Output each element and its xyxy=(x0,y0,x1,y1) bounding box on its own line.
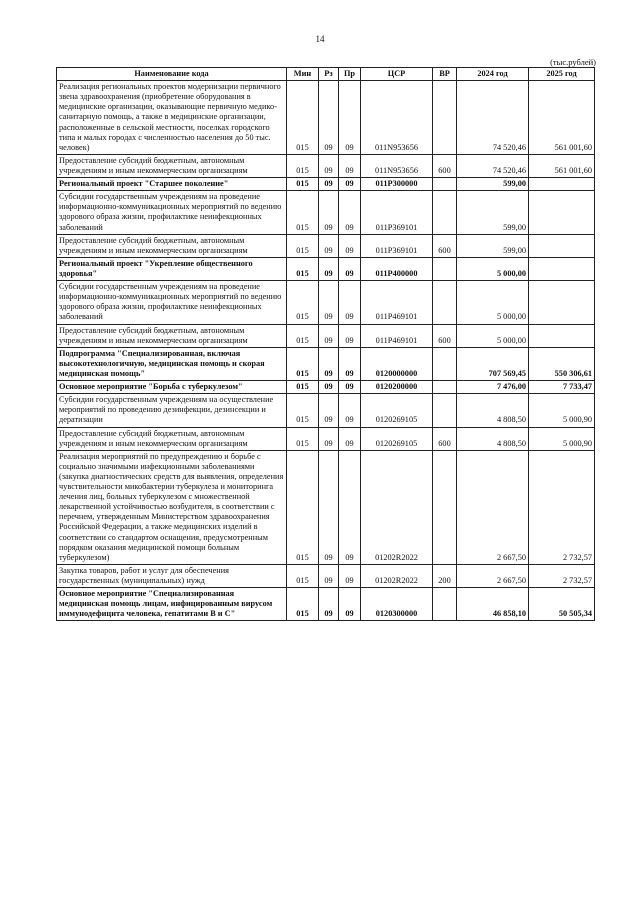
header-vr: ВР xyxy=(433,68,457,81)
row-vr: 600 xyxy=(433,324,457,347)
row-min: 015 xyxy=(287,427,319,450)
row-rz: 09 xyxy=(319,257,339,280)
row-name: Предоставление субсидий бюджетным, автономным учреждениям и иным некоммерческим организациям xyxy=(57,427,287,450)
row-name: Субсидии государственным учреждениям на проведение информационно-коммуникационных мероприятий по ведению здорового образа жизни, профилактике неинфекционных заболеваний xyxy=(57,281,287,324)
row-min: 015 xyxy=(287,394,319,427)
row-vr xyxy=(433,381,457,394)
row-2024: 599,00 xyxy=(457,191,529,234)
row-pr: 09 xyxy=(339,324,361,347)
row-2024: 4 808,50 xyxy=(457,427,529,450)
table-row xyxy=(57,257,595,280)
budget-table xyxy=(56,67,595,621)
row-vr xyxy=(433,191,457,234)
row-name: Основное мероприятие "Борьба с туберкулезом" xyxy=(57,381,287,394)
row-2025: 5 000,90 xyxy=(529,394,595,427)
row-csr: 01202R2022 xyxy=(361,564,433,587)
table-row xyxy=(57,154,595,177)
row-pr: 09 xyxy=(339,281,361,324)
row-rz: 09 xyxy=(319,154,339,177)
header-pr: Пр xyxy=(339,68,361,81)
row-pr: 09 xyxy=(339,450,361,564)
row-2024: 5 000,00 xyxy=(457,257,529,280)
row-name: Предоставление субсидий бюджетным, автономным учреждениям и иным некоммерческим организациям xyxy=(57,154,287,177)
row-2024: 74 520,46 xyxy=(457,81,529,155)
row-2025: 5 000,90 xyxy=(529,427,595,450)
row-2024: 2 667,50 xyxy=(457,450,529,564)
row-min: 015 xyxy=(287,154,319,177)
row-rz: 09 xyxy=(319,564,339,587)
row-csr: 011N953656 xyxy=(361,81,433,155)
row-csr: 011N953656 xyxy=(361,154,433,177)
row-name: Субсидии государственным учреждениям на проведение информационно-коммуникационных мероприятий по ведению здорового образа жизни, профилактике неинфекционных заболеваний xyxy=(57,191,287,234)
row-min: 015 xyxy=(287,450,319,564)
header-name: Наименование кода xyxy=(57,68,287,81)
row-min: 015 xyxy=(287,257,319,280)
row-min: 015 xyxy=(287,564,319,587)
row-2025: 7 733,47 xyxy=(529,381,595,394)
row-2025: 50 505,34 xyxy=(529,588,595,621)
row-2024: 46 858,10 xyxy=(457,588,529,621)
row-2025: 561 001,60 xyxy=(529,154,595,177)
row-rz: 09 xyxy=(319,588,339,621)
header-2025: 2025 год xyxy=(529,68,595,81)
row-rz: 09 xyxy=(319,450,339,564)
row-rz: 09 xyxy=(319,324,339,347)
row-2025 xyxy=(529,191,595,234)
row-vr: 200 xyxy=(433,564,457,587)
row-min: 015 xyxy=(287,191,319,234)
row-2025: 550 306,61 xyxy=(529,347,595,380)
row-vr xyxy=(433,81,457,155)
row-vr xyxy=(433,178,457,191)
table-row xyxy=(57,394,595,427)
row-csr: 011P300000 xyxy=(361,178,433,191)
row-min: 015 xyxy=(287,281,319,324)
row-2025 xyxy=(529,234,595,257)
row-rz: 09 xyxy=(319,281,339,324)
header-2024: 2024 год xyxy=(457,68,529,81)
row-2024: 74 520,46 xyxy=(457,154,529,177)
row-2025 xyxy=(529,178,595,191)
row-name: Предоставление субсидий бюджетным, автономным учреждениям и иным некоммерческим организациям xyxy=(57,324,287,347)
row-vr: 600 xyxy=(433,234,457,257)
row-rz: 09 xyxy=(319,427,339,450)
table-row xyxy=(57,178,595,191)
row-2024: 5 000,00 xyxy=(457,324,529,347)
row-vr xyxy=(433,394,457,427)
table-row xyxy=(57,281,595,324)
row-name: Реализация мероприятий по предупреждению и борьбе с социально значимыми инфекционными заболеваниями (закупка диагностических средств для выявления, определения чувствительности микобактерии туберкулеза и мониторинга лечения лиц, больных туберкулезом с множественной лекарственной устойчивостью возбудителя, в соответствии с перечнем, утвержденным Министерством здравоохранения Российской Федерации, а также медицинских изделий в соответствии со стандартом оснащения, предусмотренным порядком оказания медицинской помощи больным туберкулезом) xyxy=(57,450,287,564)
row-min: 015 xyxy=(287,324,319,347)
row-name: Региональный проект "Укрепление общественного здоровья" xyxy=(57,257,287,280)
header-min: Мин xyxy=(287,68,319,81)
table-row xyxy=(57,234,595,257)
row-2024: 599,00 xyxy=(457,234,529,257)
row-csr: 011P369101 xyxy=(361,191,433,234)
table-row xyxy=(57,191,595,234)
row-csr: 011P469101 xyxy=(361,281,433,324)
row-2025: 2 732,57 xyxy=(529,564,595,587)
row-vr: 600 xyxy=(433,427,457,450)
row-2024: 5 000,00 xyxy=(457,281,529,324)
row-csr: 0120269105 xyxy=(361,394,433,427)
row-csr: 011P469101 xyxy=(361,324,433,347)
row-csr: 01202R2022 xyxy=(361,450,433,564)
row-vr xyxy=(433,588,457,621)
page-number: 14 xyxy=(315,34,325,44)
row-pr: 09 xyxy=(339,381,361,394)
row-name: Предоставление субсидий бюджетным, автономным учреждениям и иным некоммерческим организациям xyxy=(57,234,287,257)
row-2025 xyxy=(529,257,595,280)
row-name: Подпрограмма "Специализированная, включая высокотехнологичную, медицинская помощь и скорая медицинская помощь" xyxy=(57,347,287,380)
row-pr: 09 xyxy=(339,234,361,257)
row-csr: 0120269105 xyxy=(361,427,433,450)
row-vr xyxy=(433,257,457,280)
row-name: Реализация региональных проектов модернизации первичного звена здравоохранения (приобретение оборудования в медицинские организации, оказывающие первичную медико-санитарную помощь, а также в медицинские организации, расположенные в сельской местности, поселках городского типа и малых городах с численностью населения до 50 тыс. человек) xyxy=(57,81,287,155)
table-row xyxy=(57,450,595,564)
row-rz: 09 xyxy=(319,234,339,257)
row-min: 015 xyxy=(287,347,319,380)
row-pr: 09 xyxy=(339,564,361,587)
row-rz: 09 xyxy=(319,81,339,155)
table-row xyxy=(57,564,595,587)
row-2024: 7 476,00 xyxy=(457,381,529,394)
row-2025 xyxy=(529,324,595,347)
row-pr: 09 xyxy=(339,154,361,177)
table-row xyxy=(57,347,595,380)
row-rz: 09 xyxy=(319,347,339,380)
row-name: Субсидии государственным учреждениям на осуществление мероприятий по проведению дезинфекции, дезинсекции и дератизации xyxy=(57,394,287,427)
row-vr xyxy=(433,450,457,564)
row-name: Региональный проект "Старшее поколение" xyxy=(57,178,287,191)
row-pr: 09 xyxy=(339,427,361,450)
table-row xyxy=(57,381,595,394)
row-pr: 09 xyxy=(339,588,361,621)
table-row xyxy=(57,324,595,347)
row-pr: 09 xyxy=(339,257,361,280)
row-min: 015 xyxy=(287,588,319,621)
row-vr xyxy=(433,281,457,324)
row-2025: 561 001,60 xyxy=(529,81,595,155)
row-name: Основное мероприятие "Специализированная медицинская помощь лицам, инфицированным вирусом иммунодефицита человека, гепатитами B и C" xyxy=(57,588,287,621)
row-min: 015 xyxy=(287,234,319,257)
row-min: 015 xyxy=(287,381,319,394)
table-header-row xyxy=(57,68,595,81)
table-row xyxy=(57,427,595,450)
row-rz: 09 xyxy=(319,191,339,234)
row-min: 015 xyxy=(287,81,319,155)
row-csr: 011P369101 xyxy=(361,234,433,257)
row-pr: 09 xyxy=(339,81,361,155)
row-2025: 2 732,57 xyxy=(529,450,595,564)
units-label: (тыс.рублей) xyxy=(550,57,596,67)
row-rz: 09 xyxy=(319,381,339,394)
row-vr: 600 xyxy=(433,154,457,177)
row-pr: 09 xyxy=(339,347,361,380)
row-vr xyxy=(433,347,457,380)
row-rz: 09 xyxy=(319,394,339,427)
row-min: 015 xyxy=(287,178,319,191)
row-pr: 09 xyxy=(339,178,361,191)
table-row xyxy=(57,588,595,621)
header-rz: Рз xyxy=(319,68,339,81)
row-pr: 09 xyxy=(339,394,361,427)
row-2024: 707 569,45 xyxy=(457,347,529,380)
row-csr: 0120300000 xyxy=(361,588,433,621)
row-pr: 09 xyxy=(339,191,361,234)
row-2024: 4 808,50 xyxy=(457,394,529,427)
row-2024: 599,00 xyxy=(457,178,529,191)
row-csr: 0120000000 xyxy=(361,347,433,380)
table-row xyxy=(57,81,595,155)
header-csr: ЦСР xyxy=(361,68,433,81)
row-2025 xyxy=(529,281,595,324)
row-csr: 0120200000 xyxy=(361,381,433,394)
row-2024: 2 667,50 xyxy=(457,564,529,587)
row-rz: 09 xyxy=(319,178,339,191)
row-name: Закупка товаров, работ и услуг для обеспечения государственных (муниципальных) нужд xyxy=(57,564,287,587)
row-csr: 011P400000 xyxy=(361,257,433,280)
